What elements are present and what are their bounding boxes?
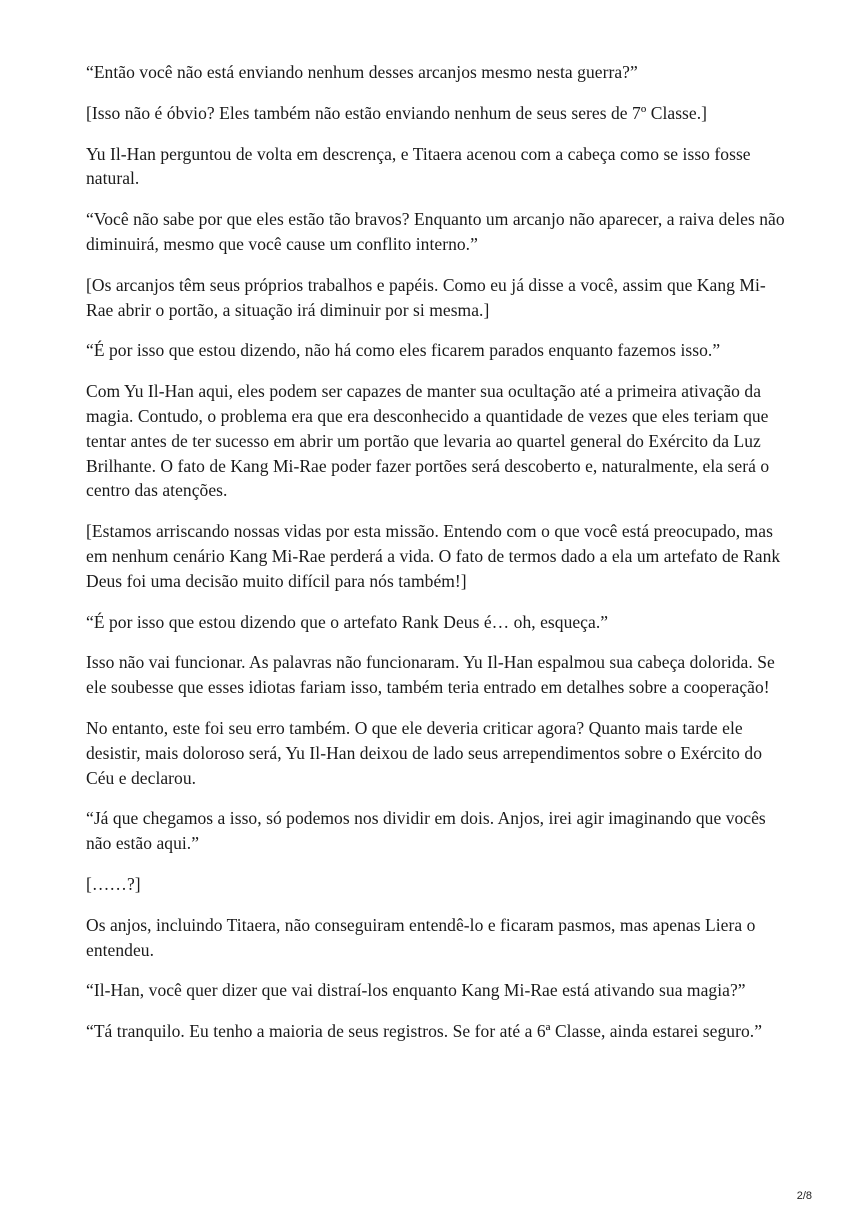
paragraph: [Os arcanjos têm seus próprios trabalhos e papéis. Como eu já disse a você, assim que Kang Mi-Rae abrir o portão, a situação irá diminuir por si mesma.] [86,274,766,320]
paragraph: [……?] [86,873,141,894]
paragraph: “Il-Han, você quer dizer que vai distraí-los enquanto Kang Mi-Rae está ativando sua magia?” [86,980,746,1001]
paragraph: Isso não vai funcionar. As palavras não funcionaram. Yu Il-Han espalmou sua cabeça dolorida. Se ele soubesse que esses idiotas fariam isso, também teria entrado em detalhes sobre a cooperação! [86,652,775,698]
paragraph: Yu Il-Han perguntou de volta em descrença, e Titaera acenou com a cabeça como se isso fosse natural. [86,143,751,189]
paragraph: [Isso não é óbvio? Eles também não estão enviando nenhum de seus seres de 7º Classe.] [86,102,708,123]
paragraph: “Já que chegamos a isso, só podemos nos dividir em dois. Anjos, irei agir imaginando que vocês não estão aqui.” [86,808,766,854]
document-page [86,60,786,1060]
paragraph: No entanto, este foi seu erro também. O que ele deveria criticar agora? Quanto mais tarde ele desistir, mais doloroso será, Yu Il-Han deixou de lado seus arrependimentos sobre o Exército do Céu e declarou. [86,717,763,788]
paragraph: “Então você não está enviando nenhum desses arcanjos mesmo nesta guerra?” [86,62,638,82]
paragraph: “Você não sabe por que eles estão tão bravos? Enquanto um arcanjo não aparecer, a raiva deles não diminuirá, mesmo que você cause um conflito interno.” [86,209,785,254]
paragraph: Os anjos, incluindo Titaera, não conseguiram entendê-lo e ficaram pasmos, mas apenas Liera o entendeu. [86,914,756,960]
paragraph: “Tá tranquilo. Eu tenho a maioria de seus registros. Se for até a 6ª Classe, ainda estarei seguro.” [86,1021,763,1042]
paragraph: “É por isso que estou dizendo, não há como eles ficarem parados enquanto fazemos isso.” [86,340,721,361]
paragraph: “É por isso que estou dizendo que o artefato Rank Deus é… oh, esqueça.” [86,611,609,632]
page-number: 2/8 [796,1190,812,1202]
paragraph: [Estamos arriscando nossas vidas por esta missão. Entendo com o que você está preocupado, mas em nenhum cenário Kang Mi-Rae perderá a vida. O fato de termos dado a ela um artefato de Rank Deus foi uma decisão muito difícil para nós também!] [86,521,781,591]
paragraph: Com Yu Il-Han aqui, eles podem ser capazes de manter sua ocultação até a primeira ativação da magia. Contudo, o problema era que era desconhecido a quantidade de vezes que eles teriam que tentar antes de ter sucesso em abrir um portão que levaria ao quartel general do Exército da Luz Brilhante. O fato de Kang Mi-Rae poder fazer portões será descoberto e, naturalmente, ela será o centro das atenções. [86,381,770,501]
